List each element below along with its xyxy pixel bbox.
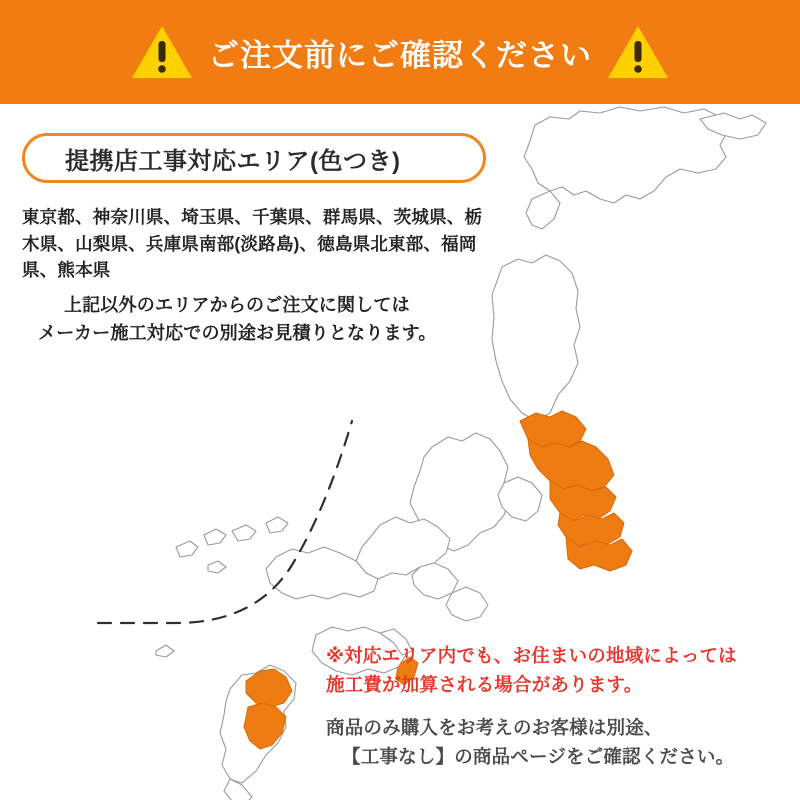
outside-area-note-line1: 上記以外のエリアからのご注文に関しては — [64, 295, 410, 315]
product-only-note — [326, 713, 796, 771]
outside-area-note-line2: メーカー施工対応での別途お見積りとなります。 — [38, 322, 437, 343]
extra-fee-warning-line2: 施工費が加算される場合があります。 — [326, 674, 643, 696]
header-title: ご注文前にご確認ください — [208, 37, 592, 73]
area-pill-label: 提携店工事対応エリア(色つき) — [65, 147, 401, 175]
header-banner — [0, 0, 800, 104]
product-only-note-line2: 【工事なし】の商品ページをご確認ください。 — [342, 746, 735, 768]
extra-fee-warning-line1: ※対応エリア内でも、お住まいの地域によっては — [326, 645, 737, 666]
product-only-note-line1: 商品のみ購入をお考えのお客様は別途、 — [326, 717, 663, 738]
warning-triangle-icon-right — [606, 23, 670, 81]
extra-fee-warning — [326, 641, 796, 699]
supported-area-list: 東京都、神奈川県、埼玉県、千葉県、群馬県、茨城県、栃木県、山梨県、兵庫県南部(淡路島)、徳島県北東部、福岡県、熊本県 — [22, 207, 483, 281]
warning-triangle-icon-left — [130, 23, 194, 81]
area-pill — [22, 133, 486, 183]
outside-area-note — [30, 292, 500, 348]
